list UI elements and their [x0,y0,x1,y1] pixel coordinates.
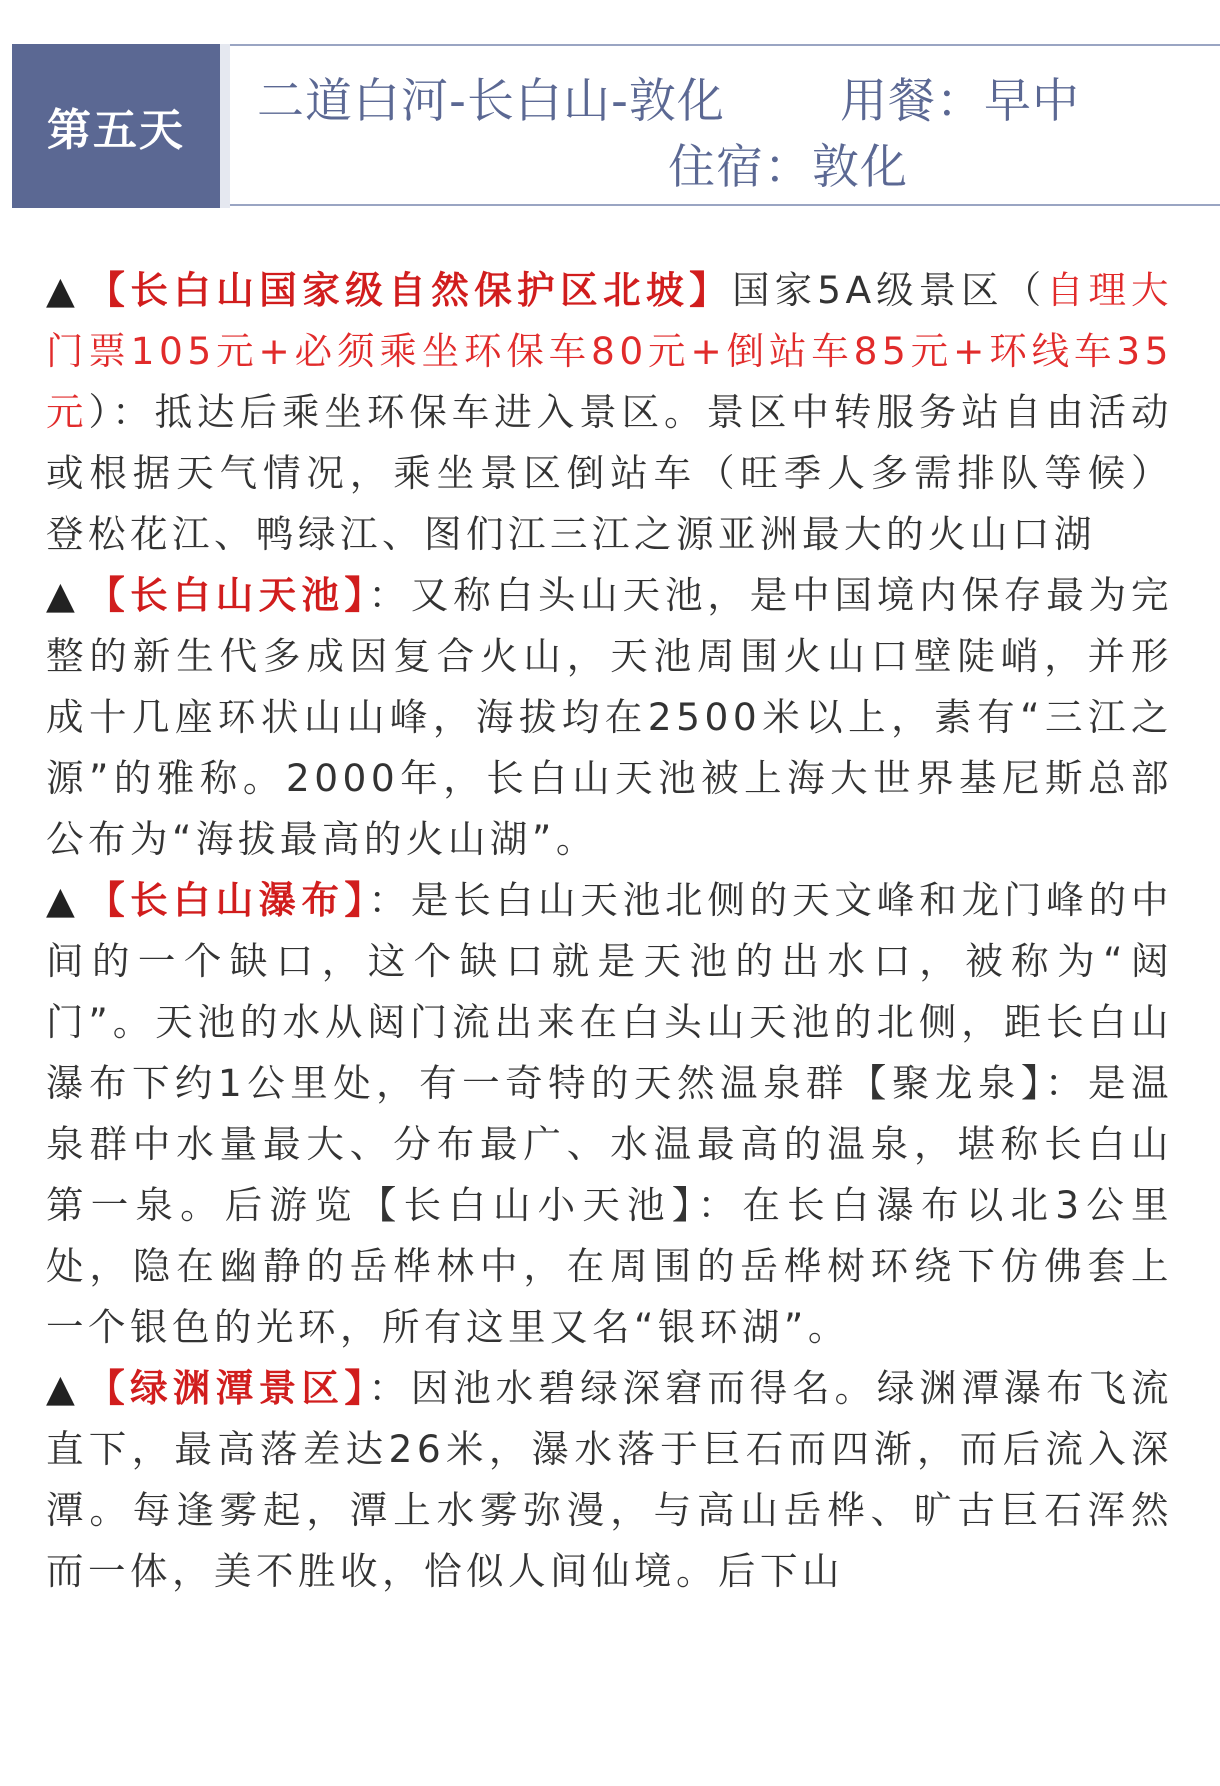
triangle-icon: ▲ [46,878,80,922]
north-slope-title: 【长白山国家级自然保护区北坡】 [87,268,733,312]
header-divider [220,44,230,208]
triangle-icon: ▲ [46,268,80,312]
meals-text: 用餐：早中 [840,74,1080,129]
triangle-icon: ▲ [46,1366,80,1410]
paragraph-north-slope [46,260,1173,565]
lvyuantan-body: ：因池水碧绿深窘而得名。绿渊潭瀑布飞流直下，最高落差达26米，瀑水落于巨石而四渐，而后流入深潭。每逢雾起，潭上水雾弥漫，与高山岳桦、旷古巨石浑然而一体，美不胜收，恰似人间仙境。后下山 [46,1366,1174,1593]
paren-open: （ [1003,268,1047,312]
day-header [12,44,1220,206]
itinerary-content [46,260,1173,1602]
paragraph-tianchi [46,565,1173,870]
ticket-price-info: 自理大门票105元+必须乘坐环保车80元+倒站车85元+环线车35元 [46,268,1174,434]
paragraph-lvyuantan [46,1358,1173,1602]
lodging-text: 住宿：敦化 [668,140,908,195]
waterfall-title: 【长白山瀑布】 [87,878,369,922]
triangle-icon: ▲ [46,573,80,617]
lvyuantan-title: 【绿渊潭景区】 [87,1366,369,1410]
north-slope-rating: 国家5A级景区 [732,268,1004,312]
north-slope-body: ）：抵达后乘坐环保车进入景区。景区中转服务站自由活动或根据天气情况，乘坐景区倒站车（旺季人多需排队等候）登松花江、鸭绿江、图们江三江之源亚洲最大的火山口湖 [46,390,1173,556]
day-label: 第五天 [12,44,220,208]
paragraph-waterfall [46,870,1173,1358]
tianchi-body: ：又称白头山天池，是中国境内保存最为完整的新生代多成因复合火山，天池周围火山口壁陡峭，并形成十几座环状山山峰，海拔均在2500米以上，素有“三江之源”的雅称。2000年，长白山天池被上海大世界基尼斯总部公布为“海拔最高的火山湖”。 [46,573,1174,861]
tianchi-title: 【长白山天池】 [87,573,369,617]
route-text: 二道白河-长白山-敦化 [257,74,725,129]
waterfall-body: ：是长白山天池北侧的天文峰和龙门峰的中间的一个缺口，这个缺口就是天池的出水口，被称为“闼门”。天池的水从闼门流出来在白头山天池的北侧，距长白山瀑布下约1公里处，有一奇特的天然温泉群【聚龙泉】：是温泉群中水量最大、分布最广、水温最高的温泉，堪称长白山第一泉。后游览【长白山小天池】：在长白瀑布以北3公里处，隐在幽静的岳桦林中，在周围的岳桦树环绕下仿佛套上一个银色的光环，所有这里又名“银环湖”。 [46,878,1174,1349]
